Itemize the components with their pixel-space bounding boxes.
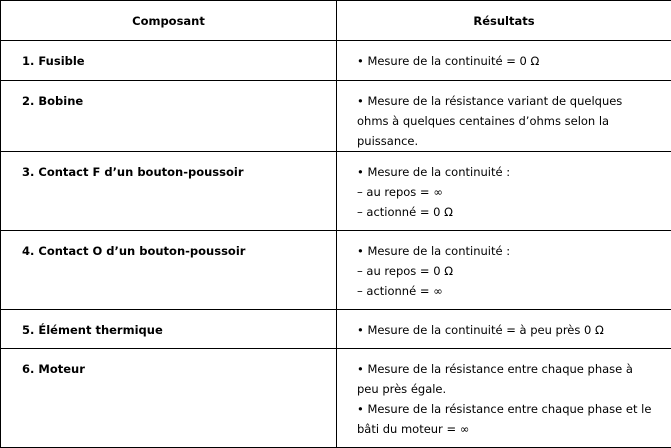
result-line: – au repos = 0 Ω (357, 261, 657, 281)
result-line: – au repos = ∞ (357, 182, 657, 202)
result-line: • Mesure de la continuité : (357, 241, 657, 261)
results-cell (337, 231, 671, 310)
result-line: – actionné = ∞ (357, 281, 657, 301)
result-line: – actionné = 0 Ω (357, 202, 657, 222)
results-cell (337, 310, 671, 349)
header-resultats: Résultats (337, 1, 671, 41)
table-row (1, 152, 671, 231)
result-line: • Mesure de la continuité : (357, 162, 657, 182)
result-line: • Mesure de la résistance entre chaque phase à peu près égale. (357, 359, 657, 399)
component-cell: 2. Bobine (1, 81, 337, 152)
component-cell: 6. Moteur (1, 349, 337, 448)
header-row (1, 1, 671, 41)
results-cell (337, 81, 671, 152)
component-cell: 3. Contact F d’un bouton-poussoir (1, 152, 337, 231)
table-row (1, 349, 671, 448)
component-cell: 5. Élément thermique (1, 310, 337, 349)
results-cell (337, 41, 671, 81)
table-row (1, 310, 671, 349)
component-cell: 1. Fusible (1, 41, 337, 81)
result-line: • Mesure de la résistance variant de quelques ohms à quelques centaines d’ohms selon la puissance. (357, 91, 657, 151)
table-row (1, 231, 671, 310)
component-cell: 4. Contact O d’un bouton-poussoir (1, 231, 337, 310)
result-line: • Mesure de la continuité = 0 Ω (357, 51, 657, 71)
header-composant: Composant (1, 1, 337, 41)
table-row (1, 81, 671, 152)
results-cell (337, 349, 671, 448)
results-cell (337, 152, 671, 231)
table-row (1, 41, 671, 81)
result-line: • Mesure de la résistance entre chaque phase et le bâti du moteur = ∞ (357, 399, 657, 439)
result-line: • Mesure de la continuité = à peu près 0 Ω (357, 320, 657, 340)
